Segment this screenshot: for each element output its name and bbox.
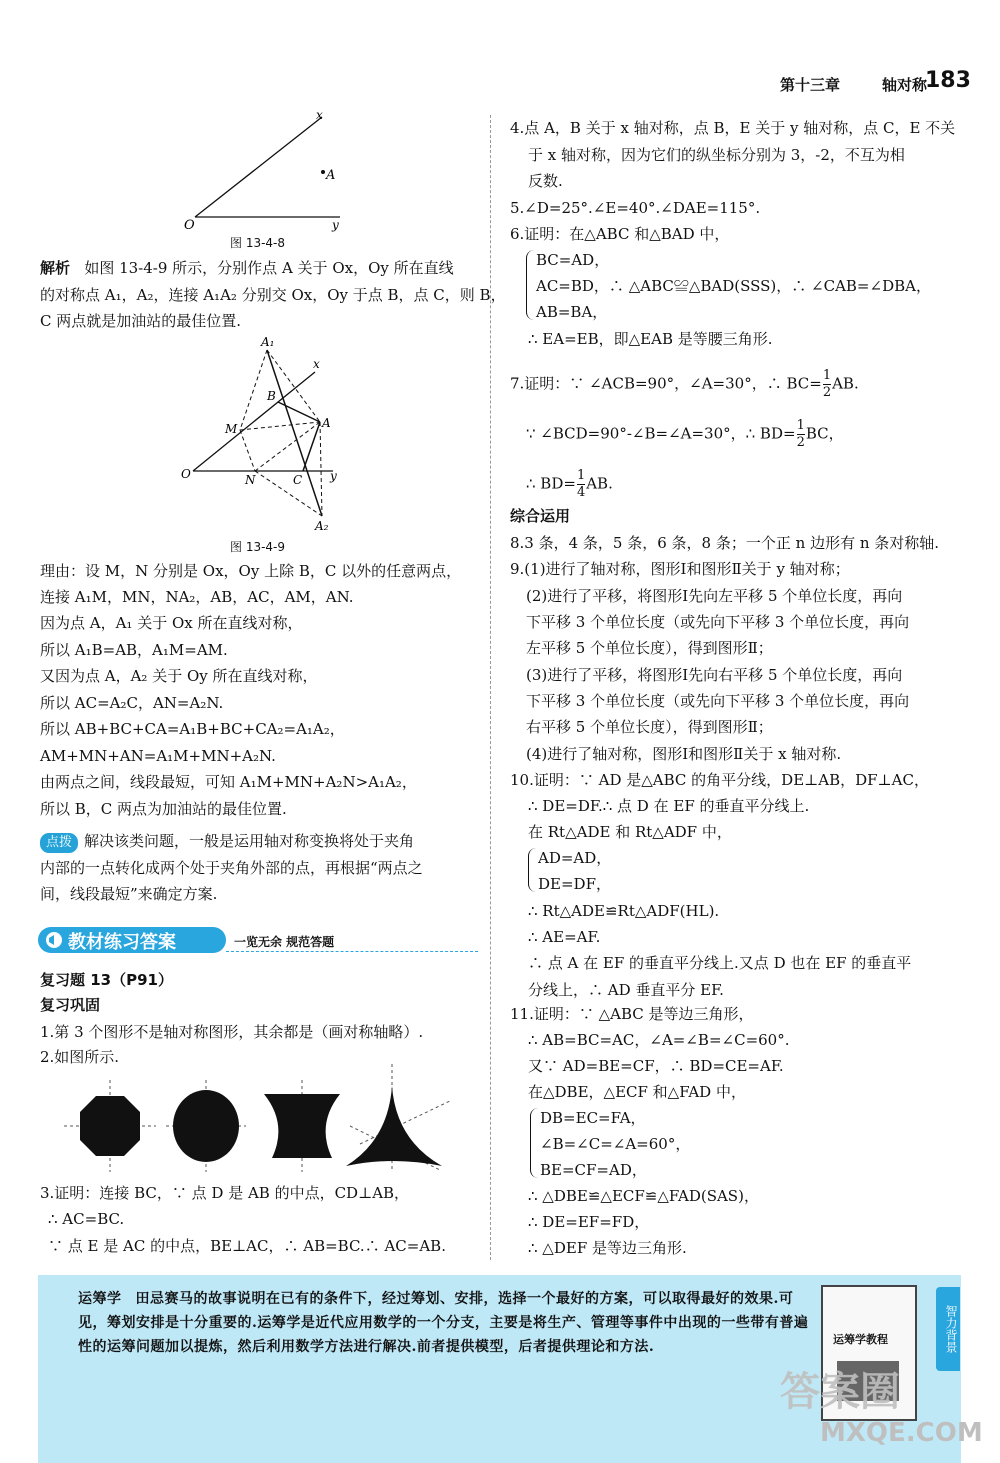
fraction-numerator: 1: [796, 418, 805, 433]
q11-line: ∴ △DEF 是等边三角形.: [528, 1239, 687, 1257]
footer-term: 运筹学: [78, 1291, 122, 1307]
footer-body: 田忌赛马的故事说明在已有的条件下，经过筹划、安排，选择一个最好的方案，可以取得最好的效果.可见，筹划安排是十分重要的.运筹学是近代应用数学的一个分支，主要是将生产、管理等事件中出现的一些带有普遍性的运筹问题加以提炼，然后利用数学方法进行解决.前者提供模型，后者提供理论和方法.: [78, 1291, 809, 1355]
q10-line: ∴ DE=DF.∴ 点 D 在 EF 的垂直平分线上.: [528, 797, 810, 815]
q9-line: 下平移 3 个单位长度（或先向下平移 3 个单位长度，再向: [526, 613, 910, 631]
review-title: 复习题 13（P91）: [40, 971, 173, 989]
reason-line: 理由：设 M，N 分别是 Ox，Oy 上除 B，C 以外的任意两点，: [40, 562, 462, 580]
q3-line: ∵ 点 E 是 AC 的中点，BE⊥AC，∴ AB=BC.∴ AC=AB.: [48, 1237, 446, 1255]
page-header: [760, 66, 971, 96]
q4-line: 反数.: [528, 172, 563, 190]
tip-line-1: 点拨 解决该类问题，一般是运用轴对称变换将处于夹角: [40, 831, 414, 853]
watermark-url: MXQE.COM: [820, 1418, 983, 1448]
fraction-denominator: 4: [576, 485, 586, 500]
q10-line: DE=DF，: [538, 875, 611, 893]
question-1: 1.第 3 个图形不是轴对称图形，其余都是（画对称轴略）.: [40, 1023, 424, 1041]
label-a: A: [326, 168, 336, 183]
q10-line: ∴ 点 A 在 EF 的垂直平分线上.又点 D 也在 EF 的垂直平: [528, 954, 912, 972]
reason-line: 所以 AC=A₂C，AN=A₂N.: [40, 694, 224, 712]
q5: 5.∠D=25°.∠E=40°.∠DAE=115°.: [510, 199, 761, 217]
section-title: 综合运用: [510, 507, 571, 525]
q7-line-3: ∴ BD= $\frac{1}{4}$ AB.: [526, 468, 613, 500]
question-2: 2.如图所示.: [40, 1048, 120, 1066]
q11-line: ∠B=∠C=∠A=60°，: [540, 1135, 691, 1153]
footer-note: [78, 1287, 818, 1359]
q6-line: ∴ EA=EB，即△EAB 是等腰三角形.: [528, 330, 773, 348]
label-a: A: [322, 416, 331, 430]
q9-line: (3)进行了平移，将图形Ⅰ先向右平移 5 个单位长度，再向: [526, 666, 903, 684]
label-a2: A₂: [315, 519, 329, 533]
figure-caption: 图 13-4-9: [230, 540, 286, 554]
ray-ox: [195, 117, 322, 217]
megaphone-icon: [44, 931, 64, 949]
q9-line: 右平移 5 个单位长度），得到图形Ⅱ；: [526, 718, 773, 736]
q11-line: ∴ AB=BC=AC，∠A=∠B=∠C=60°.: [528, 1031, 790, 1049]
q2-shapes: [60, 1060, 470, 1180]
q10-line: ∴ AE=AF.: [528, 928, 601, 946]
brace: [530, 1108, 539, 1178]
reason-line: 连接 A₁M，MN，NA₂，AB，AC，AM，AN.: [40, 588, 354, 606]
figure-caption: 图 13-4-8: [230, 236, 286, 250]
brace: [528, 848, 537, 892]
fraction-denominator: 2: [822, 385, 832, 400]
point-a: [321, 170, 325, 174]
figure-13-4-8: [170, 105, 370, 235]
fraction-numerator: 1: [576, 468, 586, 483]
banner-subtitle: 一览无余 规范答题: [234, 935, 335, 949]
review-subtitle: 复习巩固: [40, 996, 101, 1014]
q9-line: 左平移 5 个单位长度），得到图形Ⅱ；: [526, 639, 773, 657]
page-number: 183: [925, 68, 971, 93]
label-o: O: [181, 467, 191, 481]
ray-ox: [193, 372, 315, 471]
q8: 8.3 条，4 条，5 条，6 条，8 条；一个正 n 边形有 n 条对称轴.: [510, 534, 940, 552]
reason-line: 又因为点 A，A₂ 关于 Oy 所在直线对称，: [40, 667, 318, 685]
label-a1: A₁: [261, 335, 275, 349]
circle-shape: [166, 1080, 246, 1172]
reason-line: 因为点 A，A₁ 关于 Ox 所在直线对称，: [40, 614, 303, 632]
fraction-numerator: 1: [822, 368, 832, 383]
tip-line-3: 间，线段最短”来确定方案.: [40, 885, 218, 903]
q10-line: AD=AD，: [538, 849, 612, 867]
q4-line: 4.点 A，B 关于 x 轴对称，点 B，E 关于 y 轴对称，点 C，E 不关: [510, 119, 956, 137]
chapter-title: 轴对称: [882, 76, 928, 94]
solid-path: [267, 350, 322, 516]
q11-line: 在△DBE，△ECF 和△FAD 中，: [528, 1083, 746, 1101]
q6-line: 6.证明：在△ABC 和△BAD 中，: [510, 225, 730, 243]
q10-line: 分线上，∴ AD 垂直平分 EF.: [528, 981, 724, 999]
banner-rule: [226, 951, 478, 952]
tip-badge: 点拨: [40, 833, 78, 853]
analysis-line-3: C 两点就是加油站的最佳位置.: [40, 312, 242, 330]
q11-line: DB=EC=FA，: [540, 1109, 646, 1127]
q9-line: (4)进行了轴对称，图形Ⅰ和图形Ⅱ关于 x 轴对称.: [526, 745, 842, 763]
fraction-denominator: 2: [796, 435, 805, 450]
q3-line: ∴ AC=BC.: [48, 1210, 125, 1228]
banner-title: 教材练习答案: [68, 932, 176, 953]
label-x: x: [313, 357, 320, 371]
reason-line: 由两点之间，线段最短，可知 A₁M+MN+A₂N>A₁A₂，: [40, 773, 417, 791]
label-y: y: [332, 218, 339, 232]
watermark-logo: 答案圈: [780, 1369, 900, 1415]
curved-triangle-shape: [346, 1064, 452, 1172]
label-m: M: [225, 422, 238, 436]
q7-line-2: ∵ ∠BCD=90°-∠B=∠A=30°，∴ BD= $\frac{1}{2}$ BC，: [526, 418, 844, 450]
footer-side-tab: 智力背景: [936, 1287, 960, 1371]
tip-line-2: 内部的一点转化成两个处于夹角外部的点，再根据“两点之: [40, 859, 423, 877]
figure-13-4-9: [175, 330, 375, 542]
brace: [526, 250, 535, 320]
q4-line: 于 x 轴对称，因为它们的纵坐标分别为 3，-2，不互为相: [528, 146, 905, 164]
reason-line: AM+MN+AN=A₁M+MN+A₂N.: [40, 747, 276, 765]
q6-line: BC=AD，: [536, 251, 610, 269]
label-c: C: [293, 473, 303, 487]
label-o: O: [184, 218, 195, 233]
label-n: N: [245, 473, 256, 487]
label-y: y: [330, 469, 337, 483]
analysis-title: 解析: [40, 259, 71, 277]
analysis-line-2: 的对称点 A₁，A₂，连接 A₁A₂ 分别交 Ox，Oy 于点 B，点 C，则 B，: [40, 286, 506, 304]
q11-line: ∴ △DBE≌△ECF≌△FAD(SAS)，: [528, 1187, 759, 1205]
q6-line: AB=BA，: [536, 303, 608, 321]
dashed-constructions: [240, 350, 322, 516]
q10-line: ∴ Rt△ADE≌Rt△ADF(HL).: [528, 902, 720, 920]
q3-line: 3.证明：连接 BC，∵ 点 D 是 AB 的中点，CD⊥AB，: [40, 1184, 410, 1202]
q10-line: 在 Rt△ADE 和 Rt△ADF 中，: [528, 823, 732, 841]
q9-line: 9.(1)进行了轴对称，图形Ⅰ和图形Ⅱ关于 y 轴对称；: [510, 560, 850, 578]
q9-line: 下平移 3 个单位长度（或先向下平移 3 个单位长度，再向: [526, 692, 910, 710]
q11-line: BE=CF=AD，: [540, 1161, 647, 1179]
reason-line: 所以 B，C 两点为加油站的最佳位置.: [40, 800, 287, 818]
label-b: B: [267, 389, 276, 403]
q6-line: AC=BD，∴ △ABC≌△BAD(SSS)，∴ ∠CAB=∠DBA，: [536, 277, 931, 295]
book-title: 运筹学教程: [833, 1333, 888, 1346]
q11-line: ∴ DE=EF=FD，: [528, 1213, 650, 1231]
octagon-shape: [64, 1080, 156, 1172]
reason-line: 所以 AB+BC+CA=A₁B+BC+CA₂=A₁A₂，: [40, 720, 345, 738]
label-x: x: [316, 108, 323, 122]
q11-line: 又∵ AD=BE=CF，∴ BD=CE=AF.: [528, 1057, 784, 1075]
reason-line: 所以 A₁B=AB，A₁M=AM.: [40, 641, 228, 659]
chapter-label: 第十三章: [780, 76, 841, 94]
q10-line: 10.证明：∵ AD 是△ABC 的角平分线，DE⊥AB，DF⊥AC，: [510, 771, 929, 789]
q9-line: (2)进行了平移，将图形Ⅰ先向左平移 5 个单位长度，再向: [526, 587, 903, 605]
q7-line-1: 7.证明：∵ ∠ACB=90°，∠A=30°，∴ BC= $\frac{1}{2}$ AB.: [510, 368, 859, 400]
section-banner: [38, 925, 478, 957]
analysis-line-1: 解析 如图 13-4-9 所示，分别作点 A 关于 Ox，Oy 所在直线: [40, 259, 454, 277]
spool-shape: [264, 1080, 340, 1172]
q11-line: 11.证明：∵ △ABC 是等边三角形，: [510, 1005, 754, 1023]
